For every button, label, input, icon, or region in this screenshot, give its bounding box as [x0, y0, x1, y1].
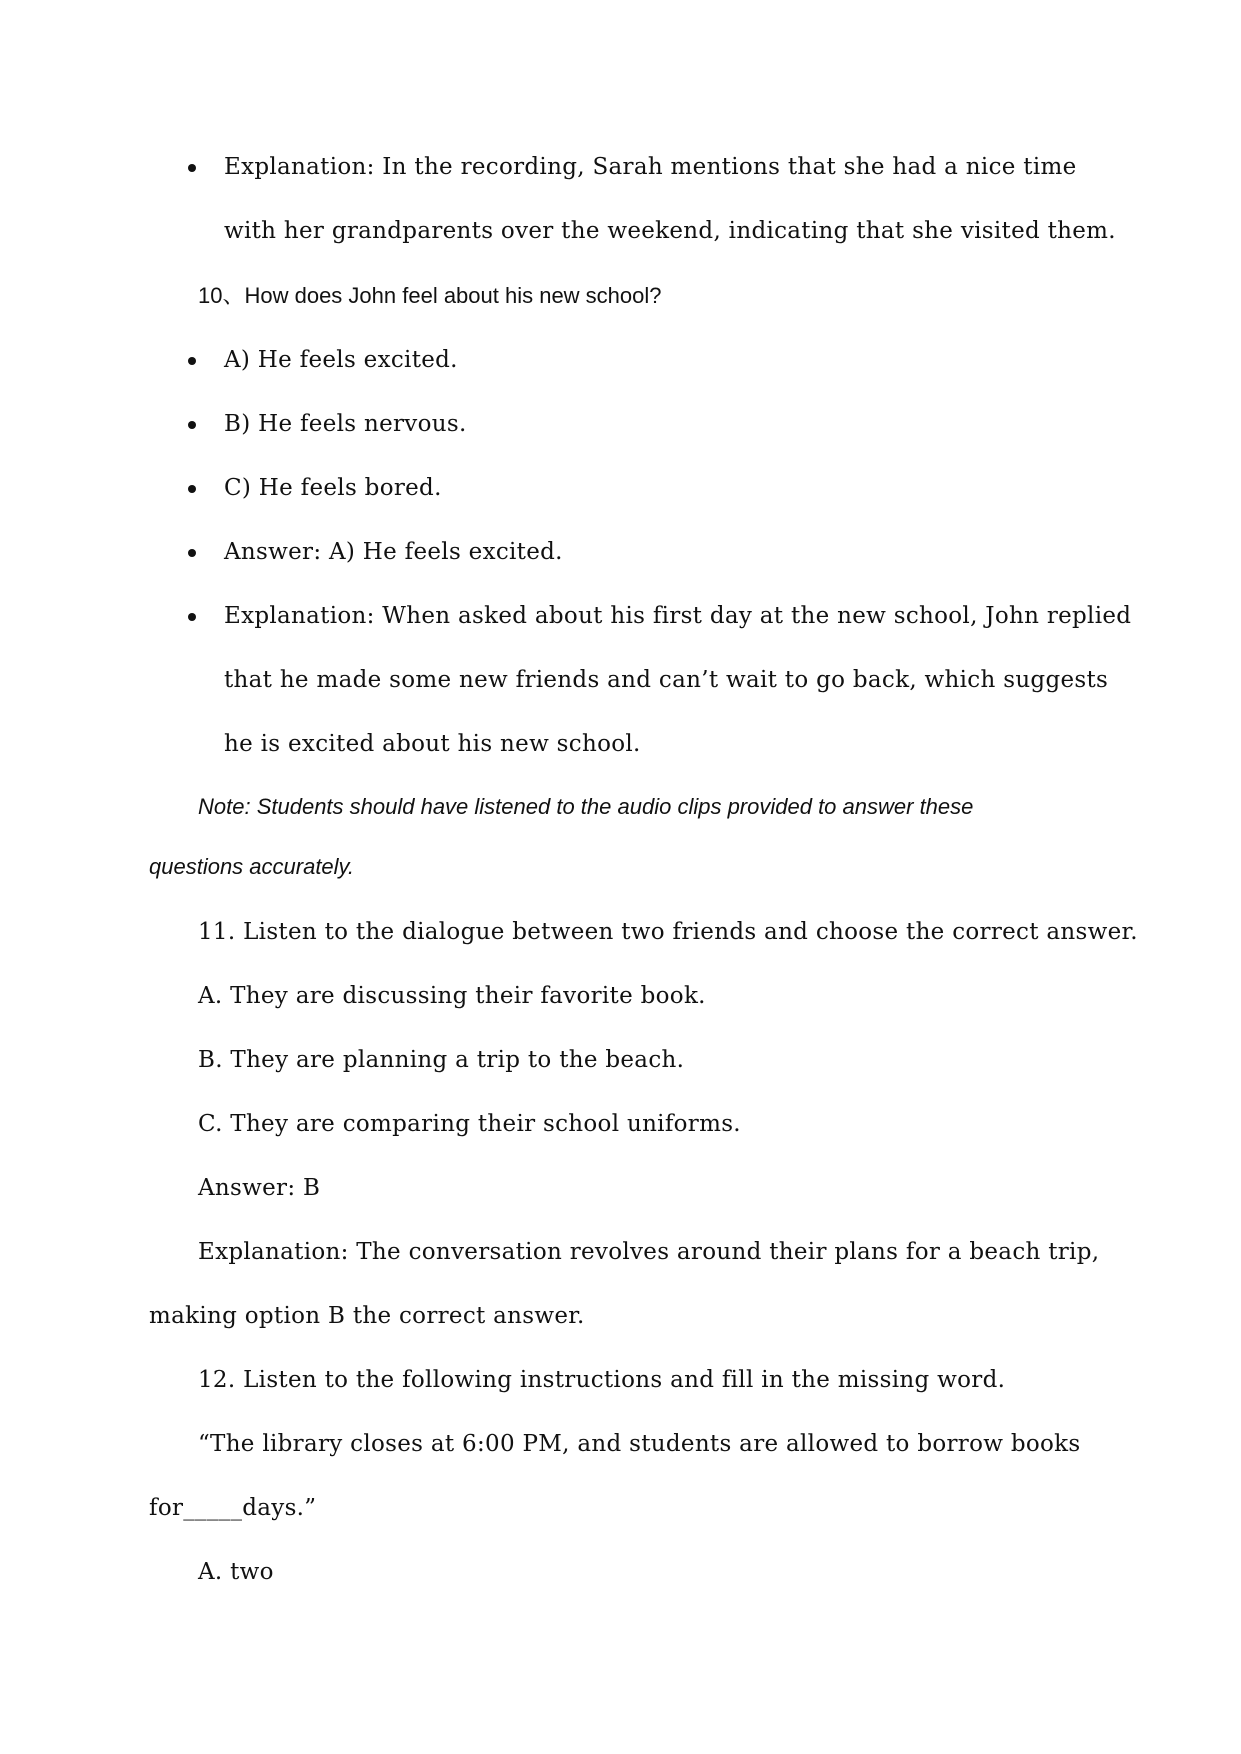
q11-explanation-line-2: making option B the correct answer.: [149, 1303, 585, 1329]
q10-option-b: B) He feels nervous.: [224, 411, 467, 437]
bullet-icon: [188, 549, 196, 557]
note-line-1: Note: Students should have listened to the audio clips provided to answer these: [198, 794, 974, 819]
q11-option-b: B. They are planning a trip to the beach.: [198, 1047, 685, 1073]
note-line-2: questions accurately.: [149, 854, 355, 879]
q10-answer: Answer: A) He feels excited.: [224, 539, 563, 565]
bullet-icon: [188, 357, 196, 365]
q12-option-a: A. two: [198, 1559, 274, 1585]
bullet-icon: [188, 485, 196, 493]
q10-option-a: A) He feels excited.: [224, 347, 458, 373]
q10-option-c: C) He feels bored.: [224, 475, 442, 501]
bullet-icon: [188, 613, 196, 621]
q12-quote-line-2: for_____days.”: [149, 1495, 317, 1521]
q9-explanation-line-1: Explanation: In the recording, Sarah mentions that she had a nice time: [224, 154, 1077, 180]
q10-explanation-line-3: he is excited about his new school.: [224, 731, 641, 757]
q11-option-a: A. They are discussing their favorite book.: [198, 983, 706, 1009]
q11-explanation-line-1: Explanation: The conversation revolves around their plans for a beach trip,: [198, 1239, 1100, 1265]
q10-explanation-line-1: Explanation: When asked about his first day at the new school, John replied: [224, 603, 1132, 629]
q12-quote-line-1: “The library closes at 6:00 PM, and students are allowed to borrow books: [198, 1431, 1081, 1457]
bullet-icon: [188, 421, 196, 429]
q12-question: 12. Listen to the following instructions and fill in the missing word.: [198, 1367, 1006, 1393]
q9-explanation-line-2: with her grandparents over the weekend, indicating that she visited them.: [224, 218, 1116, 244]
q10-question: 10、How does John feel about his new school?: [198, 283, 662, 308]
q11-option-c: C. They are comparing their school uniforms.: [198, 1111, 741, 1137]
q10-explanation-line-2: that he made some new friends and can’t wait to go back, which suggests: [224, 667, 1109, 693]
bullet-icon: [188, 164, 196, 172]
q11-question: 11. Listen to the dialogue between two friends and choose the correct answer.: [198, 919, 1138, 945]
q11-answer: Answer: B: [198, 1175, 321, 1201]
